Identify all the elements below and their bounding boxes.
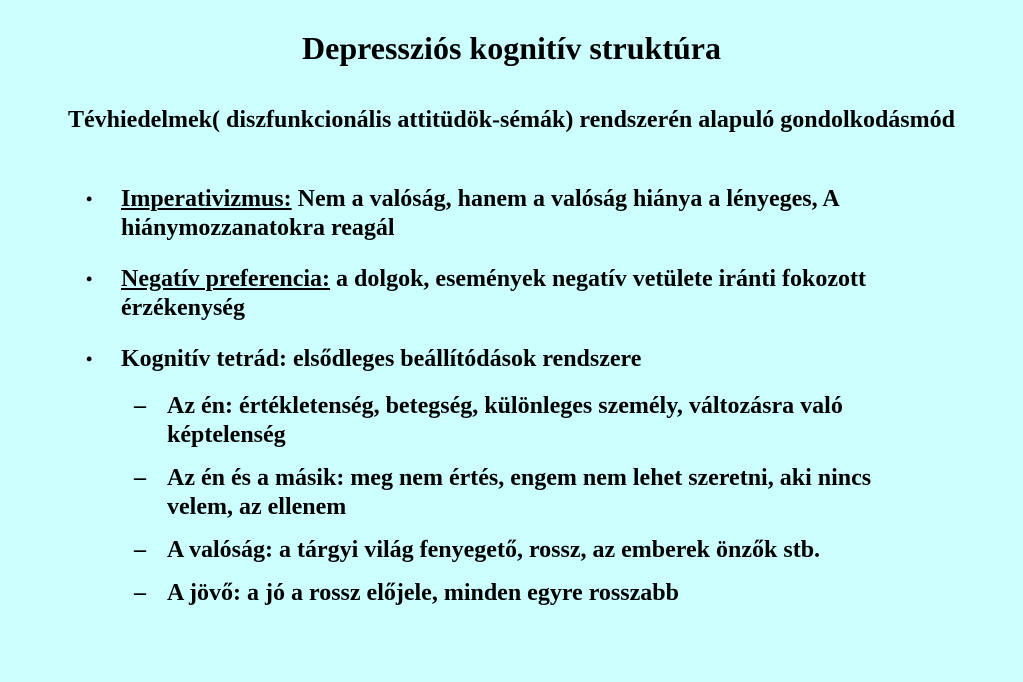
item-text: a dolgok, események negatív vetülete iránti fokozott érzékenység: [121, 266, 866, 321]
dash-icon: –: [134, 537, 146, 563]
slide-title: Depressziós kognitív struktúra: [302, 30, 721, 66]
dash-icon: –: [134, 580, 146, 606]
item-term: Negatív preferencia:: [121, 266, 331, 292]
item-text: Kognitív tetrád: elsődleges beállítódások rendszere: [121, 346, 642, 372]
list-item: [0, 265, 901, 323]
slide-subtitle: Tévhiedelmek( diszfunkcionális attitüdök-sémák) rendszerén alapuló gondolkodásmód: [67, 107, 955, 133]
sub-list-item: [0, 392, 942, 450]
item-text: Nem a valóság, hanem a valóság hiánya a lényeges, A hiánymozzanatokra reagál: [121, 186, 839, 241]
sub-item-text: A valóság: a tárgyi világ fenyegető, rossz, az emberek önzők stb.: [167, 537, 821, 563]
sub-item-text: Az én: értékletenség, betegség, különleges személy, változásra való képtelenség: [167, 393, 843, 448]
bullet-icon: •: [86, 189, 93, 209]
bullet-icon: •: [86, 269, 93, 289]
bullet-icon: •: [86, 349, 93, 369]
item-term: Imperativizmus:: [121, 186, 292, 212]
list-item: [0, 345, 901, 374]
dash-icon: –: [134, 465, 146, 491]
sub-list-item: [0, 536, 942, 565]
dash-icon: –: [134, 393, 146, 419]
bullet-list: [0, 185, 1023, 622]
list-item: [0, 185, 901, 243]
sub-item-text: A jövő: a jó a rossz előjele, minden egyre rosszabb: [167, 580, 679, 606]
sub-list-item: [0, 464, 942, 522]
sub-list-item: [0, 579, 942, 608]
sub-item-text: Az én és a másik: meg nem értés, engem nem lehet szeretni, aki nincs velem, az ellenem: [167, 465, 872, 520]
